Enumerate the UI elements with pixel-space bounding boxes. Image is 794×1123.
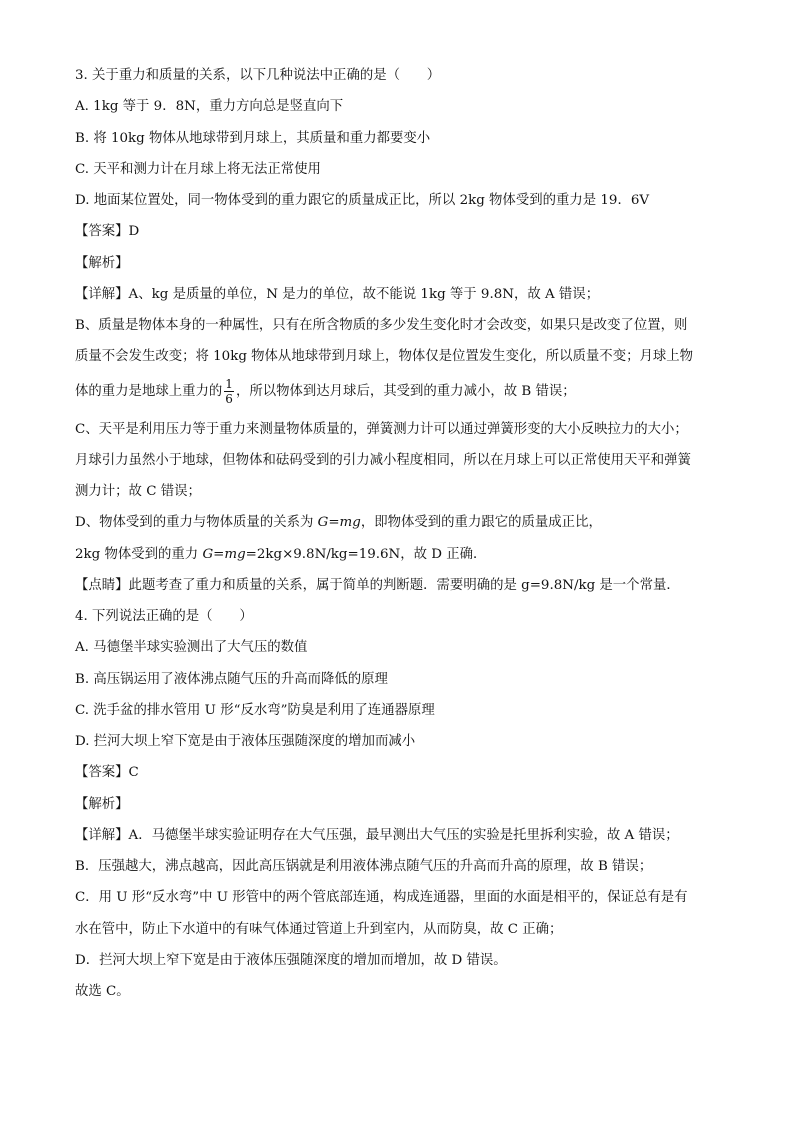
q4-option-c: C. 洗手盆的排水管用 U 形“反水弯”防臭是利用了连通器原理 — [75, 703, 435, 718]
q3-option-d: D. 地面某位置处，同一物体受到的重力跟它的质量成正比，所以 2kg 物体受到的重力是 19．6V — [75, 193, 650, 208]
q3-option-c: C. 天平和测力计在月球上将无法正常使用 — [75, 162, 321, 177]
gravity-formula: G=mg — [317, 515, 361, 530]
q3-detail-line-3: 质量不会发生改变；将 10kg 物体从地球带到月球上，物体仅是位置发生变化，所以质量不变；月球上物 — [75, 349, 694, 364]
q3-detail-line-6: 月球引力虽然小于地球，但物体和砝码受到的引力减小程度相同，所以在月球上可以正常使用天平和弹簧 — [75, 453, 691, 468]
q4-conclusion: 故选 C。 — [75, 984, 130, 999]
q3-detail-line-2: B、质量是物体本身的一种属性，只有在所含物质的多少发生变化时才会改变，如果只是改变了位置，则 — [75, 318, 688, 333]
q3-detail-line-4-post: ，所以物体到达月球后，其受到的重力减小，故 B 错误； — [235, 384, 576, 399]
q3-detail-line-5: C、天平是利用压力等于重力来测量物体质量的，弹簧测力计可以通过弹簧形变的大小反映拉力的大小； — [75, 422, 688, 437]
q4-question: 4. 下列说法正确的是（ ） — [75, 609, 253, 624]
q3-detail-line-8 — [75, 513, 602, 533]
q3-option-b: B. 将 10kg 物体从地球带到月球上，其质量和重力都要变小 — [75, 131, 431, 146]
q3-detail-line-4 — [75, 377, 576, 406]
q4-detail-line-3: C．用 U 形“反水弯”中 U 形管中的两个管底部连通，构成连通器，里面的水面是相平的，保证总有是有 — [75, 890, 688, 905]
q3-detail-line-8-pre: D、物体受到的重力与物体质量的关系为 — [75, 515, 318, 530]
q4-detail-line-1: 【详解】A．马德堡半球实验证明存在大气压强，最早测出大气压的实验是托里拆利实验，故 A 错误； — [75, 828, 679, 843]
q3-option-a: A. 1kg 等于 9．8N，重力方向总是竖直向下 — [75, 99, 344, 114]
q3-detail-line-1: 【详解】A、kg 是质量的单位，N 是力的单位，故不能说 1kg 等于 9.8N，故 A 错误； — [75, 287, 600, 302]
q4-option-a: A. 马德堡半球实验测出了大气压的数值 — [75, 640, 308, 655]
q4-option-b: B. 高压锅运用了液体沸点随气压的升高而降低的原理 — [75, 672, 388, 687]
q4-answer: 【答案】C — [75, 765, 139, 780]
fraction-numerator: 1 — [225, 377, 233, 391]
q3-comment: 【点睛】此题考查了重力和质量的关系，属于简单的判断题．需要明确的是 g=9.8N/kg 是一个常量． — [75, 578, 680, 593]
q3-answer: 【答案】D — [75, 224, 140, 239]
q3-analysis-label: 【解析】 — [75, 256, 129, 271]
q3-detail-line-9 — [75, 545, 486, 565]
fraction-denominator: 6 — [225, 392, 233, 406]
q4-detail-line-5: D．拦河大坝上窄下宽是由于液体压强随深度的增加而增加，故 D 错误。 — [75, 953, 507, 968]
q3-detail-line-9-post: =2kg×9.8N/kg=19.6N，故 D 正确． — [245, 547, 487, 562]
q3-detail-line-9-pre: 2kg 物体受到的重力 — [75, 547, 203, 562]
q3-detail-line-4-pre: 体的重力是地球上重力的 — [75, 384, 223, 399]
q4-detail-line-2: B．压强越大，沸点越高，因此高压锅就是利用液体沸点随气压的升高而升高的原理，故 B 错误； — [75, 859, 653, 874]
q3-detail-line-7: 测力计；故 C 错误； — [75, 484, 201, 499]
q4-option-d: D. 拦河大坝上窄下宽是由于液体压强随深度的增加而减小 — [75, 734, 416, 749]
q4-detail-line-4: 水在管中，防止下水道中的有味气体通过管道上升到室内，从而防臭，故 C 正确； — [75, 922, 563, 937]
gravity-formula: G=mg — [202, 547, 246, 562]
q3-detail-line-8-post: ，即物体受到的重力跟它的质量成正比， — [360, 515, 602, 530]
q4-analysis-label: 【解析】 — [75, 797, 129, 812]
q3-question: 3. 关于重力和质量的关系，以下几种说法中正确的是（ ） — [75, 68, 441, 83]
one-sixth-fraction — [224, 377, 234, 406]
